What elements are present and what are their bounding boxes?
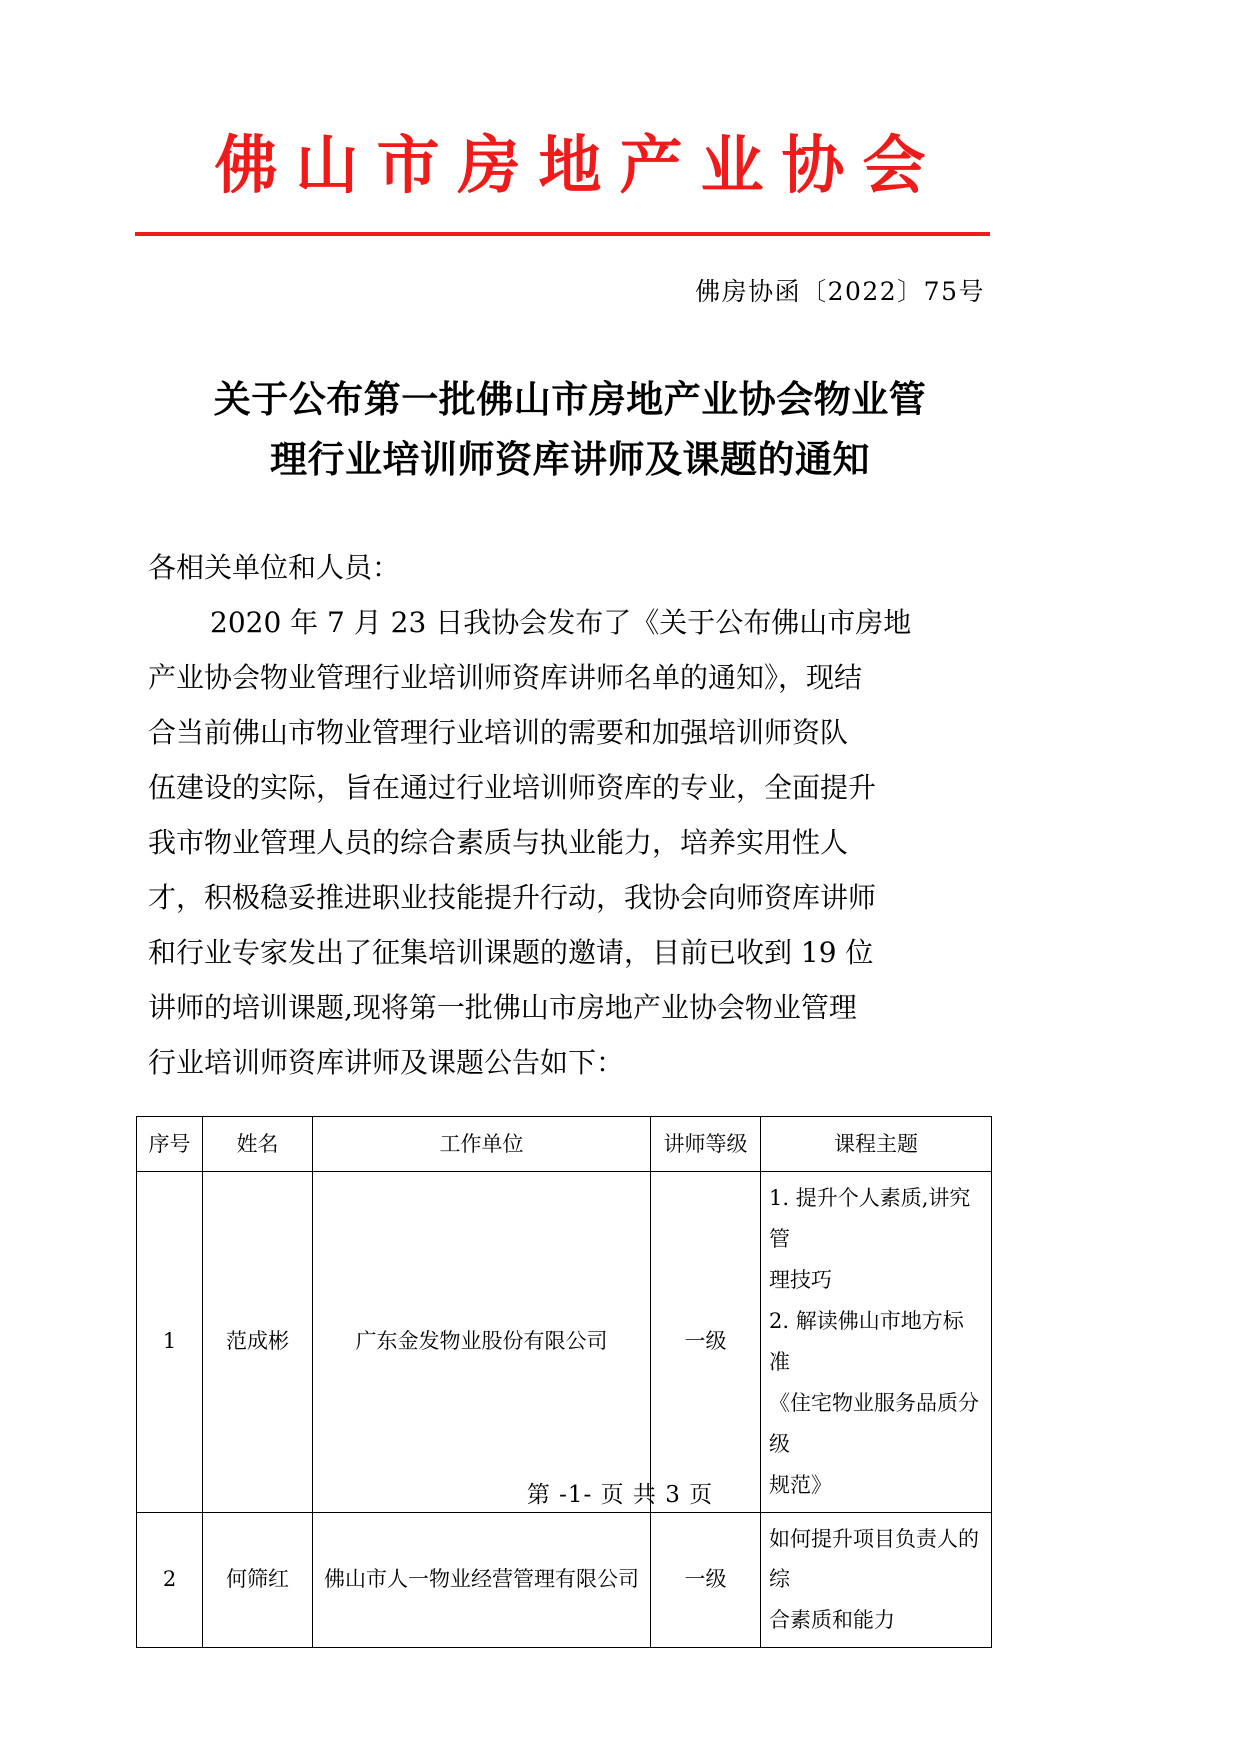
- column-header-org: 工作单位: [313, 1117, 651, 1172]
- page-title-line-2: 理行业培训师资库讲师及课题的通知: [270, 437, 870, 481]
- page-title: [160, 370, 980, 490]
- table-row: [137, 1512, 992, 1648]
- organization-title: 佛山市房地产业协会: [214, 128, 944, 202]
- body-line: 产业协会物业管理行业培训师资库讲师名单的通知》，现结: [148, 661, 863, 694]
- page-title-line-1: 关于公布第一批佛山市房地产业协会物业管: [213, 378, 927, 421]
- topic-line: 合素质和能力: [769, 1608, 895, 1633]
- cell-topic: [761, 1512, 992, 1648]
- document-body: [148, 540, 998, 1090]
- salutation: 各相关单位和人员：: [148, 551, 401, 584]
- body-line: 伍建设的实际，旨在通过行业培训师资库的专业，全面提升: [148, 771, 877, 804]
- topic-line: 《住宅物业服务品质分级: [769, 1390, 979, 1456]
- body-line: 合当前佛山市物业管理行业培训的需要和加强培训师资队: [148, 716, 849, 749]
- cell-index: 1: [137, 1172, 203, 1513]
- body-line: 才，积极稳妥推进职业技能提升行动，我协会向师资库讲师: [148, 881, 877, 914]
- page-footer: 第 -1- 页 共 3 页: [526, 1482, 714, 1508]
- body-line: 我市物业管理人员的综合素质与执业能力，培养实用性人: [148, 826, 849, 859]
- body-line: 2020 年 7 月 23 日我协会发布了《关于公布佛山市房地: [210, 606, 912, 639]
- cell-level: 一级: [651, 1512, 761, 1648]
- topic-line: 如何提升项目负责人的综: [769, 1526, 979, 1592]
- cell-level: 一级: [651, 1172, 761, 1513]
- body-line: 行业培训师资库讲师及课题公告如下：: [148, 1046, 625, 1079]
- column-header-name: 姓名: [203, 1117, 313, 1172]
- cell-name: 范成彬: [203, 1172, 313, 1513]
- document-number: 佛房协函〔2022〕75号: [695, 277, 985, 306]
- topic-line: 规范》: [769, 1472, 832, 1497]
- cell-topic: [761, 1172, 992, 1513]
- table-body: [137, 1172, 992, 1648]
- cell-index: 2: [137, 1512, 203, 1648]
- topic-line: 2. 解读佛山市地方标准: [769, 1308, 964, 1374]
- lecturer-table: [136, 1116, 992, 1648]
- cell-organization: 广东金发物业股份有限公司: [313, 1172, 651, 1513]
- cell-name: 何筛红: [203, 1512, 313, 1648]
- column-header-index: 序号: [137, 1117, 203, 1172]
- topic-line: 理技巧: [769, 1267, 832, 1292]
- body-line: 和行业专家发出了征集培训课题的邀请，目前已收到 19 位: [148, 936, 874, 969]
- letterhead-red-rule: [135, 232, 990, 236]
- table-header-row: [137, 1117, 992, 1172]
- table-row: [137, 1172, 992, 1513]
- column-header-topic: 课程主题: [761, 1117, 992, 1172]
- column-header-level: 讲师等级: [651, 1117, 761, 1172]
- body-line: 讲师的培训课题,现将第一批佛山市房地产业协会物业管理: [148, 991, 857, 1024]
- lecturer-table-container: [136, 1116, 991, 1648]
- table-head: [137, 1117, 992, 1172]
- letterhead: [135, 128, 1005, 202]
- cell-organization: 佛山市人一物业经营管理有限公司: [313, 1512, 651, 1648]
- topic-line: 1. 提升个人素质,讲究管: [769, 1186, 971, 1251]
